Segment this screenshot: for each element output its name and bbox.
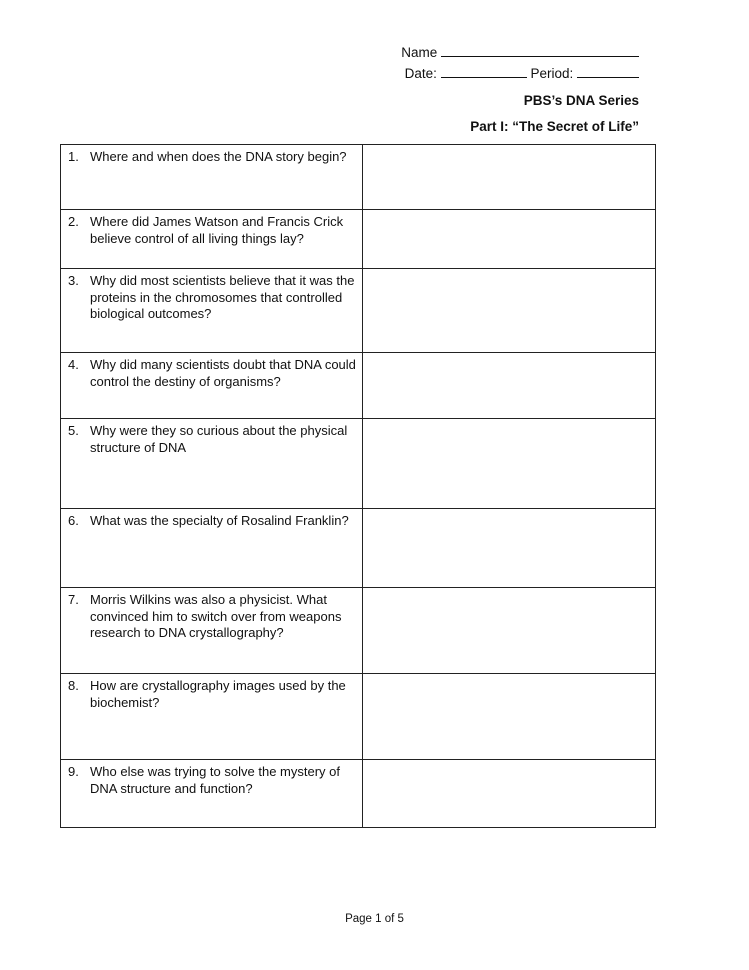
question-number: 1. (68, 149, 79, 164)
question-cell (61, 419, 363, 509)
question-cell (61, 760, 363, 828)
question-row (61, 509, 656, 588)
answer-cell[interactable] (363, 145, 656, 210)
question-row (61, 353, 656, 419)
name-blank[interactable] (441, 44, 639, 57)
question-number: 9. (68, 764, 79, 779)
question-cell (61, 674, 363, 760)
question-cell (61, 509, 363, 588)
question-number: 3. (68, 273, 79, 288)
question-text: Where and when does the DNA story begin? (90, 149, 347, 164)
question-number: 5. (68, 423, 79, 438)
question-text: Why did most scientists believe that it was the proteins in the chromosomes that controlled biological outcomes? (90, 273, 355, 321)
question-number: 7. (68, 592, 79, 607)
question-text: What was the specialty of Rosalind Franklin? (90, 513, 349, 528)
date-label: Date: (404, 66, 437, 81)
answer-cell[interactable] (363, 760, 656, 828)
question-row (61, 145, 656, 210)
question-row (61, 419, 656, 509)
question-text: How are crystallography images used by the biochemist? (90, 678, 346, 710)
question-text: Who else was trying to solve the mystery of DNA structure and function? (90, 764, 340, 796)
question-number: 8. (68, 678, 79, 693)
series-title: PBS’s DNA Series (523, 93, 639, 108)
answer-cell[interactable] (363, 353, 656, 419)
question-number: 2. (68, 214, 79, 229)
date-period-row (405, 65, 639, 81)
question-cell (61, 588, 363, 674)
answer-cell[interactable] (363, 588, 656, 674)
question-cell (61, 353, 363, 419)
question-row (61, 674, 656, 760)
part-title: Part I: “The Secret of Life” (470, 119, 639, 134)
question-row (61, 588, 656, 674)
question-table (60, 144, 656, 828)
period-blank[interactable] (577, 65, 639, 78)
question-text: Where did James Watson and Francis Crick believe control of all living things lay? (90, 214, 344, 246)
question-number: 4. (68, 357, 79, 372)
question-number: 6. (68, 513, 79, 528)
answer-cell[interactable] (363, 210, 656, 269)
question-cell (61, 210, 363, 269)
question-text: Morris Wilkins was also a physicist. What convinced him to switch over from weapons research to DNA crystallography? (90, 592, 342, 640)
answer-cell[interactable] (363, 269, 656, 353)
question-text: Why did many scientists doubt that DNA could control the destiny of organisms? (90, 357, 356, 389)
page-number: Page 1 of 5 (345, 913, 404, 925)
question-cell (61, 145, 363, 210)
question-row (61, 269, 656, 353)
answer-cell[interactable] (363, 509, 656, 588)
question-text: Why were they so curious about the physical structure of DNA (90, 423, 348, 455)
question-cell (61, 269, 363, 353)
period-label: Period: (530, 66, 574, 81)
question-row (61, 210, 656, 269)
name-label: Name (401, 45, 438, 60)
name-field[interactable] (401, 44, 639, 60)
answer-cell[interactable] (363, 419, 656, 509)
date-blank[interactable] (441, 65, 527, 78)
answer-cell[interactable] (363, 674, 656, 760)
question-row (61, 760, 656, 828)
